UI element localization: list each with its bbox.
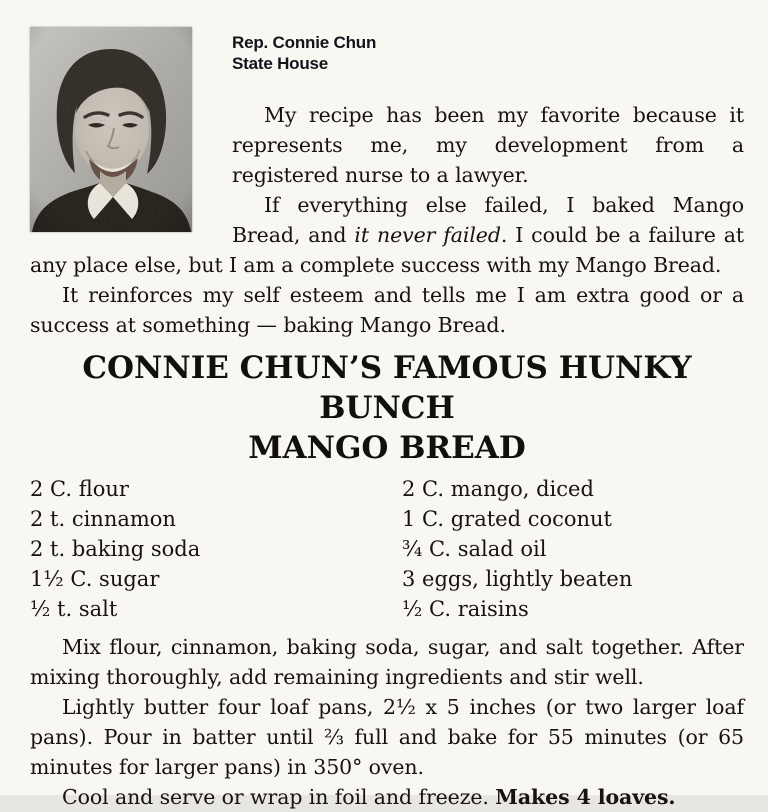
intro-paragraph-1: My recipe has been my favorite because it represents me, my development from a registered nurse to a lawyer. [232, 103, 744, 187]
intro-paragraph-3: It reinforces my self esteem and tells me I am extra good or a success at something — baking Mango Bread. [30, 283, 744, 337]
photo-caption-name: Rep. Connie Chun [232, 33, 377, 52]
instruction-step-1: Mix flour, cinnamon, baking soda, sugar, and salt together. After mixing thoroughly, add remaining ingredients and stir well. [30, 635, 744, 689]
instruction-step-3-text: Cool and serve or wrap in foil and freeze. [62, 785, 496, 809]
ingredient-column-left [30, 474, 402, 624]
ingredient-list [30, 474, 744, 624]
ingredient-item: 2 C. mango, diced [402, 477, 594, 501]
ingredient-item: 2 t. baking soda [30, 537, 201, 561]
photo-caption-title: State House [232, 54, 329, 73]
ingredient-item: ¾ C. salad oil [402, 537, 547, 561]
recipe-title-line-1: CONNIE CHUN’S FAMOUS HUNKY BUNCH [82, 350, 692, 426]
ingredient-item: 3 eggs, lightly beaten [402, 567, 633, 591]
recipe-title-line-2: MANGO BREAD [248, 430, 526, 466]
intro-paragraph-2-text-after: . I could be a failure at any place else, but I am a complete success with my Mango Bread. [30, 223, 744, 277]
instruction-step-2: Lightly butter four loaf pans, 2½ x 5 inches (or two larger loaf pans). Pour in batter until ⅔ full and bake for 55 minutes (or 65 minutes for larger pans) in 350° oven. [30, 695, 744, 779]
ingredient-item: ½ C. raisins [402, 597, 529, 621]
recipe-title [30, 348, 744, 468]
portrait-photo [30, 27, 192, 232]
ingredient-item: 2 t. cinnamon [30, 507, 176, 531]
intro-paragraph-2-italic-phrase: it never failed [354, 223, 501, 247]
ingredient-item: 1½ C. sugar [30, 567, 160, 591]
portrait-photo-illustration [30, 27, 192, 232]
ingredient-item: 1 C. grated coconut [402, 507, 612, 531]
ingredient-column-right [402, 474, 744, 624]
intro-paragraph-2-text: If everything else failed, I baked Mango Bread, and [232, 193, 744, 247]
ingredient-item: ½ t. salt [30, 597, 118, 621]
ingredient-item: 2 C. flour [30, 477, 129, 501]
instruction-step-3-yield: Makes 4 loaves. [495, 785, 676, 809]
instruction-step-3 [30, 782, 744, 812]
